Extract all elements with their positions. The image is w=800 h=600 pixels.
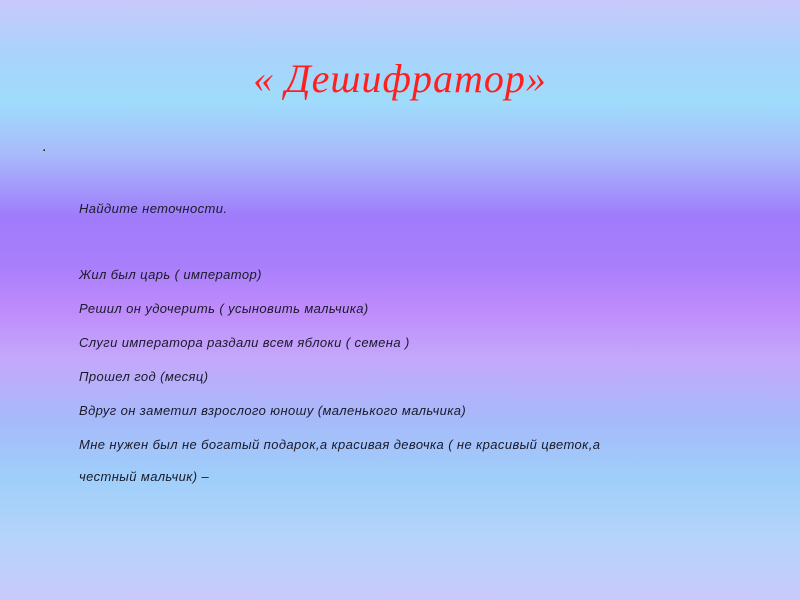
line-5: Вдруг он заметил взрослого юношу (маленького мальчика) — [79, 403, 467, 418]
line-3: Слуги императора раздали всем яблоки ( семена ) — [79, 335, 410, 350]
line-4: Прошел год (месяц) — [79, 369, 209, 384]
line-1: Жил был царь ( император) — [79, 267, 262, 282]
line-2: Решил он удочерить ( усыновить мальчика) — [79, 301, 369, 316]
line-7: честный мальчик) – — [79, 469, 210, 484]
bullet-dot: . — [42, 138, 47, 155]
line-instruction: Найдите неточности. — [79, 201, 228, 216]
line-6: Мне нужен был не богатый подарок,а красивая девочка ( не красивый цветок,а — [79, 437, 601, 452]
slide-title: « Дешифратор» — [253, 56, 547, 101]
